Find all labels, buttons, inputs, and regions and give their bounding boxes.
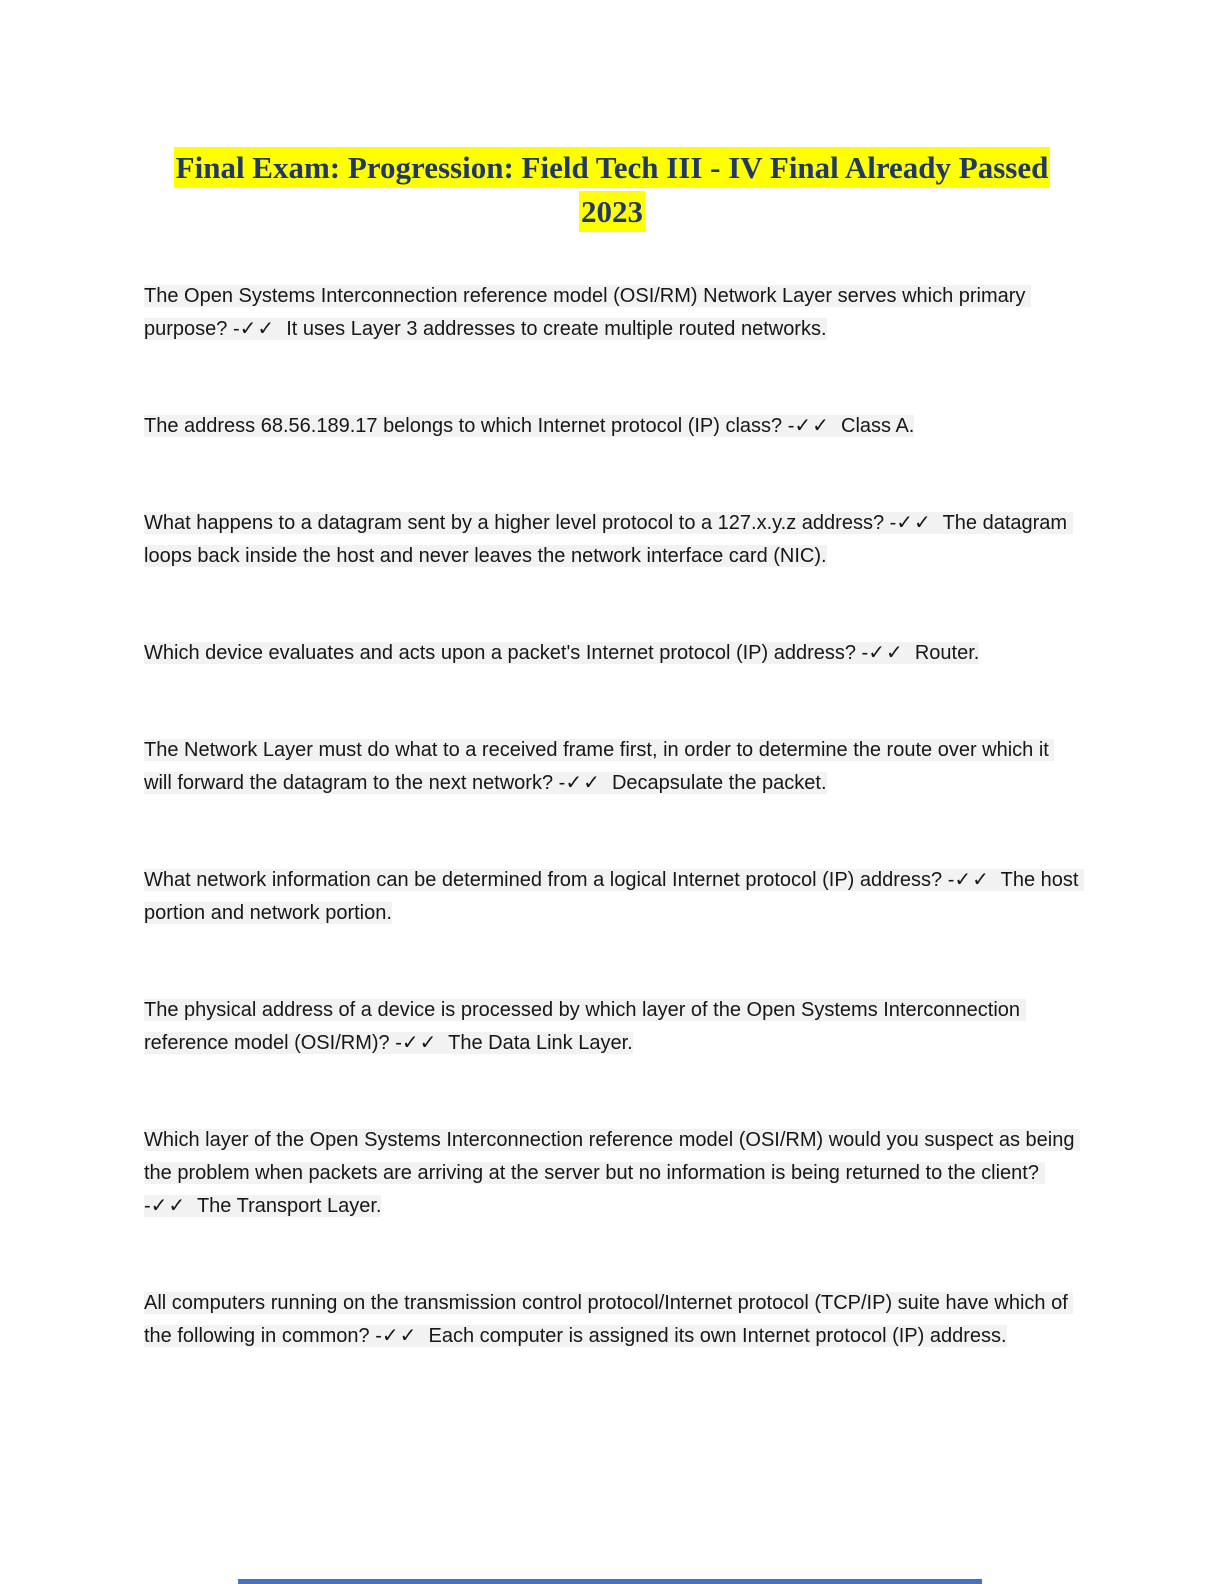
qa-item xyxy=(144,637,1080,670)
checkmarks-icon: ✓✓ xyxy=(150,1195,187,1217)
question-text: What network information can be determined from a logical Internet protocol (IP) address? - xyxy=(144,869,955,891)
answer-text: Decapsulate the packet. xyxy=(600,772,827,794)
checkmarks-icon: ✓✓ xyxy=(794,415,830,437)
checkmarks-icon: ✓✓ xyxy=(565,772,601,794)
qa-item xyxy=(144,507,1080,573)
answer-text: Router. xyxy=(903,642,980,664)
qa-item xyxy=(144,280,1080,346)
answer-text: The datagram loops back inside the host and never leaves the network interface card (NIC). xyxy=(144,512,1073,567)
question-text: Which layer of the Open Systems Interconnection reference model (OSI/RM) would you suspect as being the problem when packets are arriving at the server but no information is being returned to the client? - xyxy=(144,1129,1081,1217)
question-text: The address 68.56.189.17 belongs to which Internet protocol (IP) class? - xyxy=(144,415,795,437)
answer-text: Each computer is assigned its own Internet protocol (IP) address. xyxy=(417,1325,1007,1347)
question-text: All computers running on the transmission control protocol/Internet protocol (TCP/IP) suite have which of the following in common? - xyxy=(144,1292,1074,1347)
question-text: The Open Systems Interconnection reference model (OSI/RM) Network Layer serves which primary purpose? - xyxy=(144,285,1031,340)
page-title-text: Final Exam: Progression: Field Tech III - IV Final Already Passed 2023 xyxy=(174,147,1051,232)
qa-list xyxy=(144,280,1085,1353)
checkmarks-icon: ✓✓ xyxy=(896,512,932,534)
qa-item xyxy=(144,1287,1080,1353)
answer-text: Class A. xyxy=(829,415,915,437)
answer-text: It uses Layer 3 addresses to create multiple routed networks. xyxy=(275,318,827,340)
question-text: The physical address of a device is processed by which layer of the Open Systems Interconnection reference model (OSI/RM)? - xyxy=(144,999,1026,1054)
page-title xyxy=(144,146,1080,234)
qa-item xyxy=(144,734,1080,800)
bottom-page-rule xyxy=(238,1579,982,1584)
answer-text: The Transport Layer. xyxy=(186,1195,382,1217)
qa-item xyxy=(144,864,1085,930)
checkmarks-icon: ✓✓ xyxy=(868,642,904,664)
answer-text: The host portion and network portion. xyxy=(144,869,1085,924)
question-text: Which device evaluates and acts upon a packet's Internet protocol (IP) address? - xyxy=(144,642,869,664)
checkmarks-icon: ✓✓ xyxy=(381,1325,418,1347)
checkmarks-icon: ✓✓ xyxy=(954,869,990,891)
question-text: The Network Layer must do what to a received frame first, in order to determine the route over which it will forward the datagram to the next network? - xyxy=(144,739,1055,794)
question-text: What happens to a datagram sent by a higher level protocol to a 127.x.y.z address? - xyxy=(144,512,897,534)
qa-item xyxy=(144,410,1080,443)
checkmarks-icon: ✓✓ xyxy=(239,318,276,340)
qa-item xyxy=(144,1124,1080,1223)
checkmarks-icon: ✓✓ xyxy=(401,1032,438,1054)
answer-text: The Data Link Layer. xyxy=(437,1032,633,1054)
qa-item xyxy=(144,994,1080,1060)
